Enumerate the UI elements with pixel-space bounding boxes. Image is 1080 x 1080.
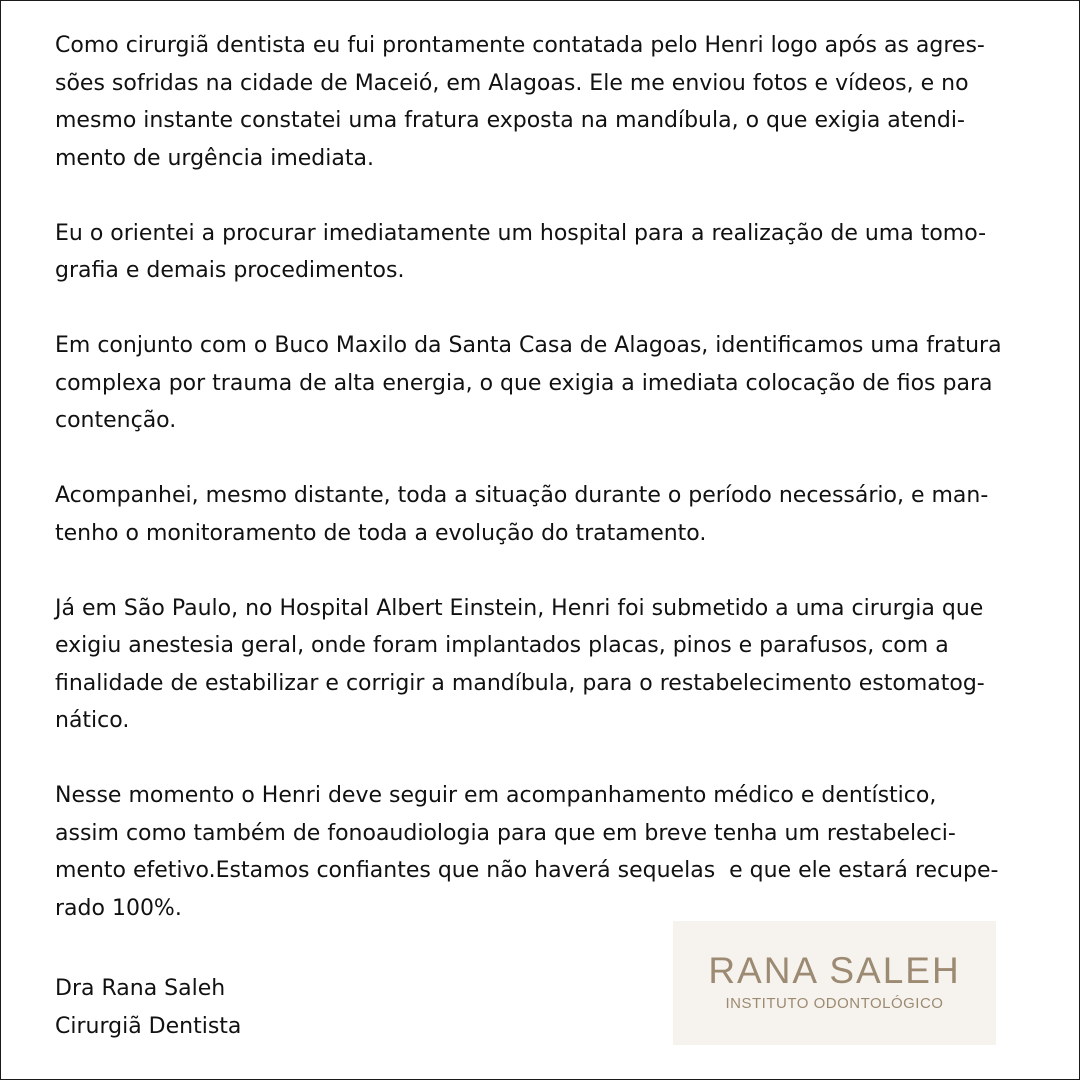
paragraph-4: Acompanhei, mesmo distante, toda a situação durante o período necessário, e man- tenho o monitoramento de toda a evolução do tratamento.	[55, 483, 989, 546]
paragraph-3: Em conjunto com o Buco Maxilo da Santa Casa de Alagoas, identificamos uma fratura complexa por trauma de alta energia, o que exigia a imediata colocação de fios para contenção.	[55, 333, 1002, 433]
paragraph-1: Como cirurgiã dentista eu fui prontamente contatada pelo Henri logo após as agres- sões sofridas na cidade de Maceió, em Alagoas. Ele me enviou fotos e vídeos, e no mesmo instante constatei uma fratura exposta na mandíbula, o que exigia atendi- mento de urgência imediata.	[55, 33, 985, 171]
letter-body	[55, 27, 1027, 965]
paragraph-6: Nesse momento o Henri deve seguir em acompanhamento médico e dentístico, assim como também de fonoaudiologia para que em breve tenha um restabeleci- mento efetivo.Estamos confiantes que não haverá sequelas e que ele estará recupe- rado 100%.	[55, 783, 999, 921]
signature-title: Cirurgiã Dentista	[55, 1013, 242, 1039]
signature-block	[55, 970, 241, 1045]
logo-name: RANA SALEH	[708, 950, 961, 991]
logo-subtitle: INSTITUTO ODONTOLÓGICO	[725, 995, 944, 1012]
paragraph-5: Já em São Paulo, no Hospital Albert Einstein, Henri foi submetido a uma cirurgia que exigiu anestesia geral, onde foram implantados placas, pinos e parafusos, com a finalidade de estabilizar e corrigir a mandíbula, para o restabelecimento estomatog- nático.	[55, 595, 985, 733]
clinic-logo	[673, 921, 996, 1045]
paragraph-2: Eu o orientei a procurar imediatamente um hospital para a realização de uma tomo- grafia e demais procedimentos.	[55, 220, 987, 283]
signature-name: Dra Rana Saleh	[55, 976, 226, 1001]
